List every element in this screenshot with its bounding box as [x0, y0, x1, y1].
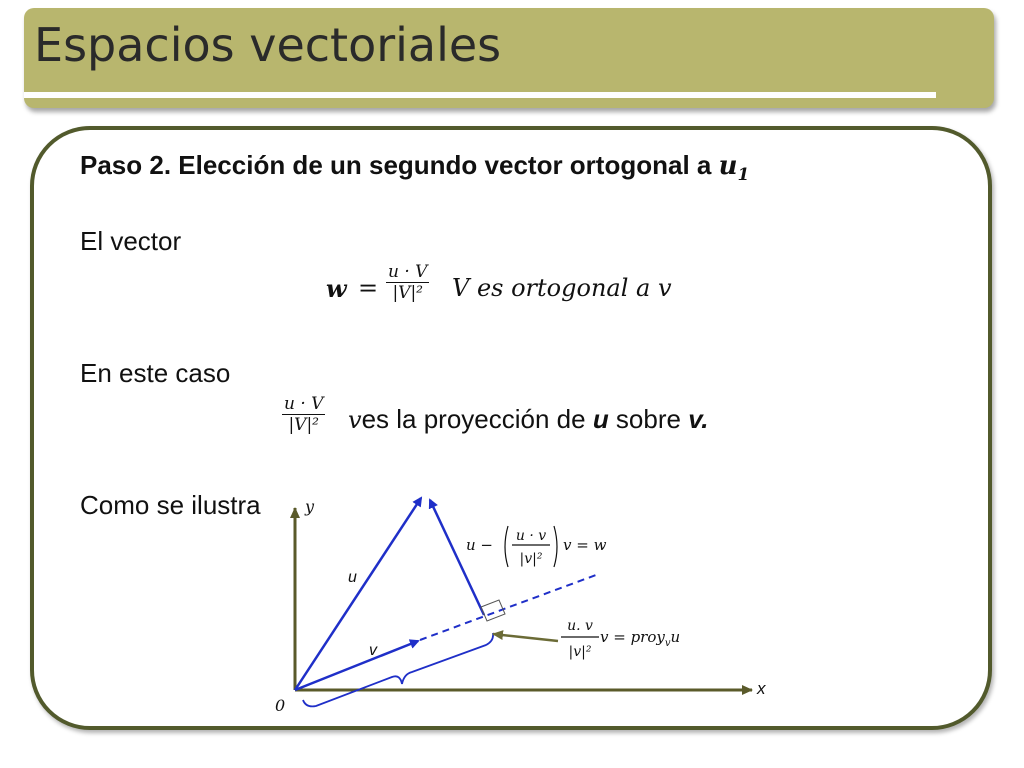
projection-brace [303, 633, 493, 706]
eq-proj-sub: v [664, 638, 671, 649]
step-heading-text: Paso 2. Elección de un segundo vector ortogonal a [80, 150, 719, 180]
page-title: Espacios vectoriales [34, 18, 502, 72]
x-axis-label: x [757, 679, 766, 698]
formula1-equals: = [358, 274, 379, 302]
step-heading-var: u [718, 151, 738, 181]
eq-proj-tail: v = proy [600, 628, 665, 646]
vector-w [430, 500, 484, 615]
formula1-lhs: w [326, 274, 347, 303]
el-vector-label: El vector [80, 226, 182, 256]
eq-w-numerator: u · v [515, 528, 547, 544]
projection-pointer [493, 634, 558, 641]
eq-w-lead: u − [466, 536, 493, 554]
formula1-denominator: |V|² [386, 282, 429, 303]
eq-proj-numerator: u. v [567, 618, 593, 634]
en-este-caso-label: En este caso [80, 358, 231, 388]
eq-proj-equation [600, 628, 680, 649]
como-se-ilustra-label: Como se ilustra [80, 490, 261, 520]
formula1-numerator: u · V [388, 262, 428, 282]
vector-v-label: v [369, 642, 377, 659]
vector-u-label: u [348, 569, 357, 586]
vector-u [295, 498, 421, 690]
eq-w-rparen [554, 526, 557, 567]
formula2-bold-v: v. [688, 404, 709, 434]
formula2-denominator: |V|² [282, 414, 325, 435]
origin-label: 0 [275, 696, 286, 715]
formula2-var: v [348, 406, 362, 434]
formula2-numerator: u · V [284, 394, 324, 414]
formula1-rest: V es ortogonal a v [452, 274, 672, 302]
eq-w-denominator: |v|² [519, 551, 543, 567]
eq-proj-denominator: |v|² [568, 644, 592, 660]
formula2-text-b: sobre [608, 404, 689, 434]
y-axis-label: y [305, 497, 315, 516]
step-heading-sub: 1 [737, 165, 750, 186]
eq-proj-end: u [670, 628, 681, 646]
formula2-bold-u: u [592, 404, 609, 434]
eq-w-tail: v = w [563, 536, 607, 554]
eq-w-lparen [505, 526, 508, 567]
formula2-text-a: es la proyección de [361, 404, 593, 434]
vector-v [295, 641, 418, 690]
